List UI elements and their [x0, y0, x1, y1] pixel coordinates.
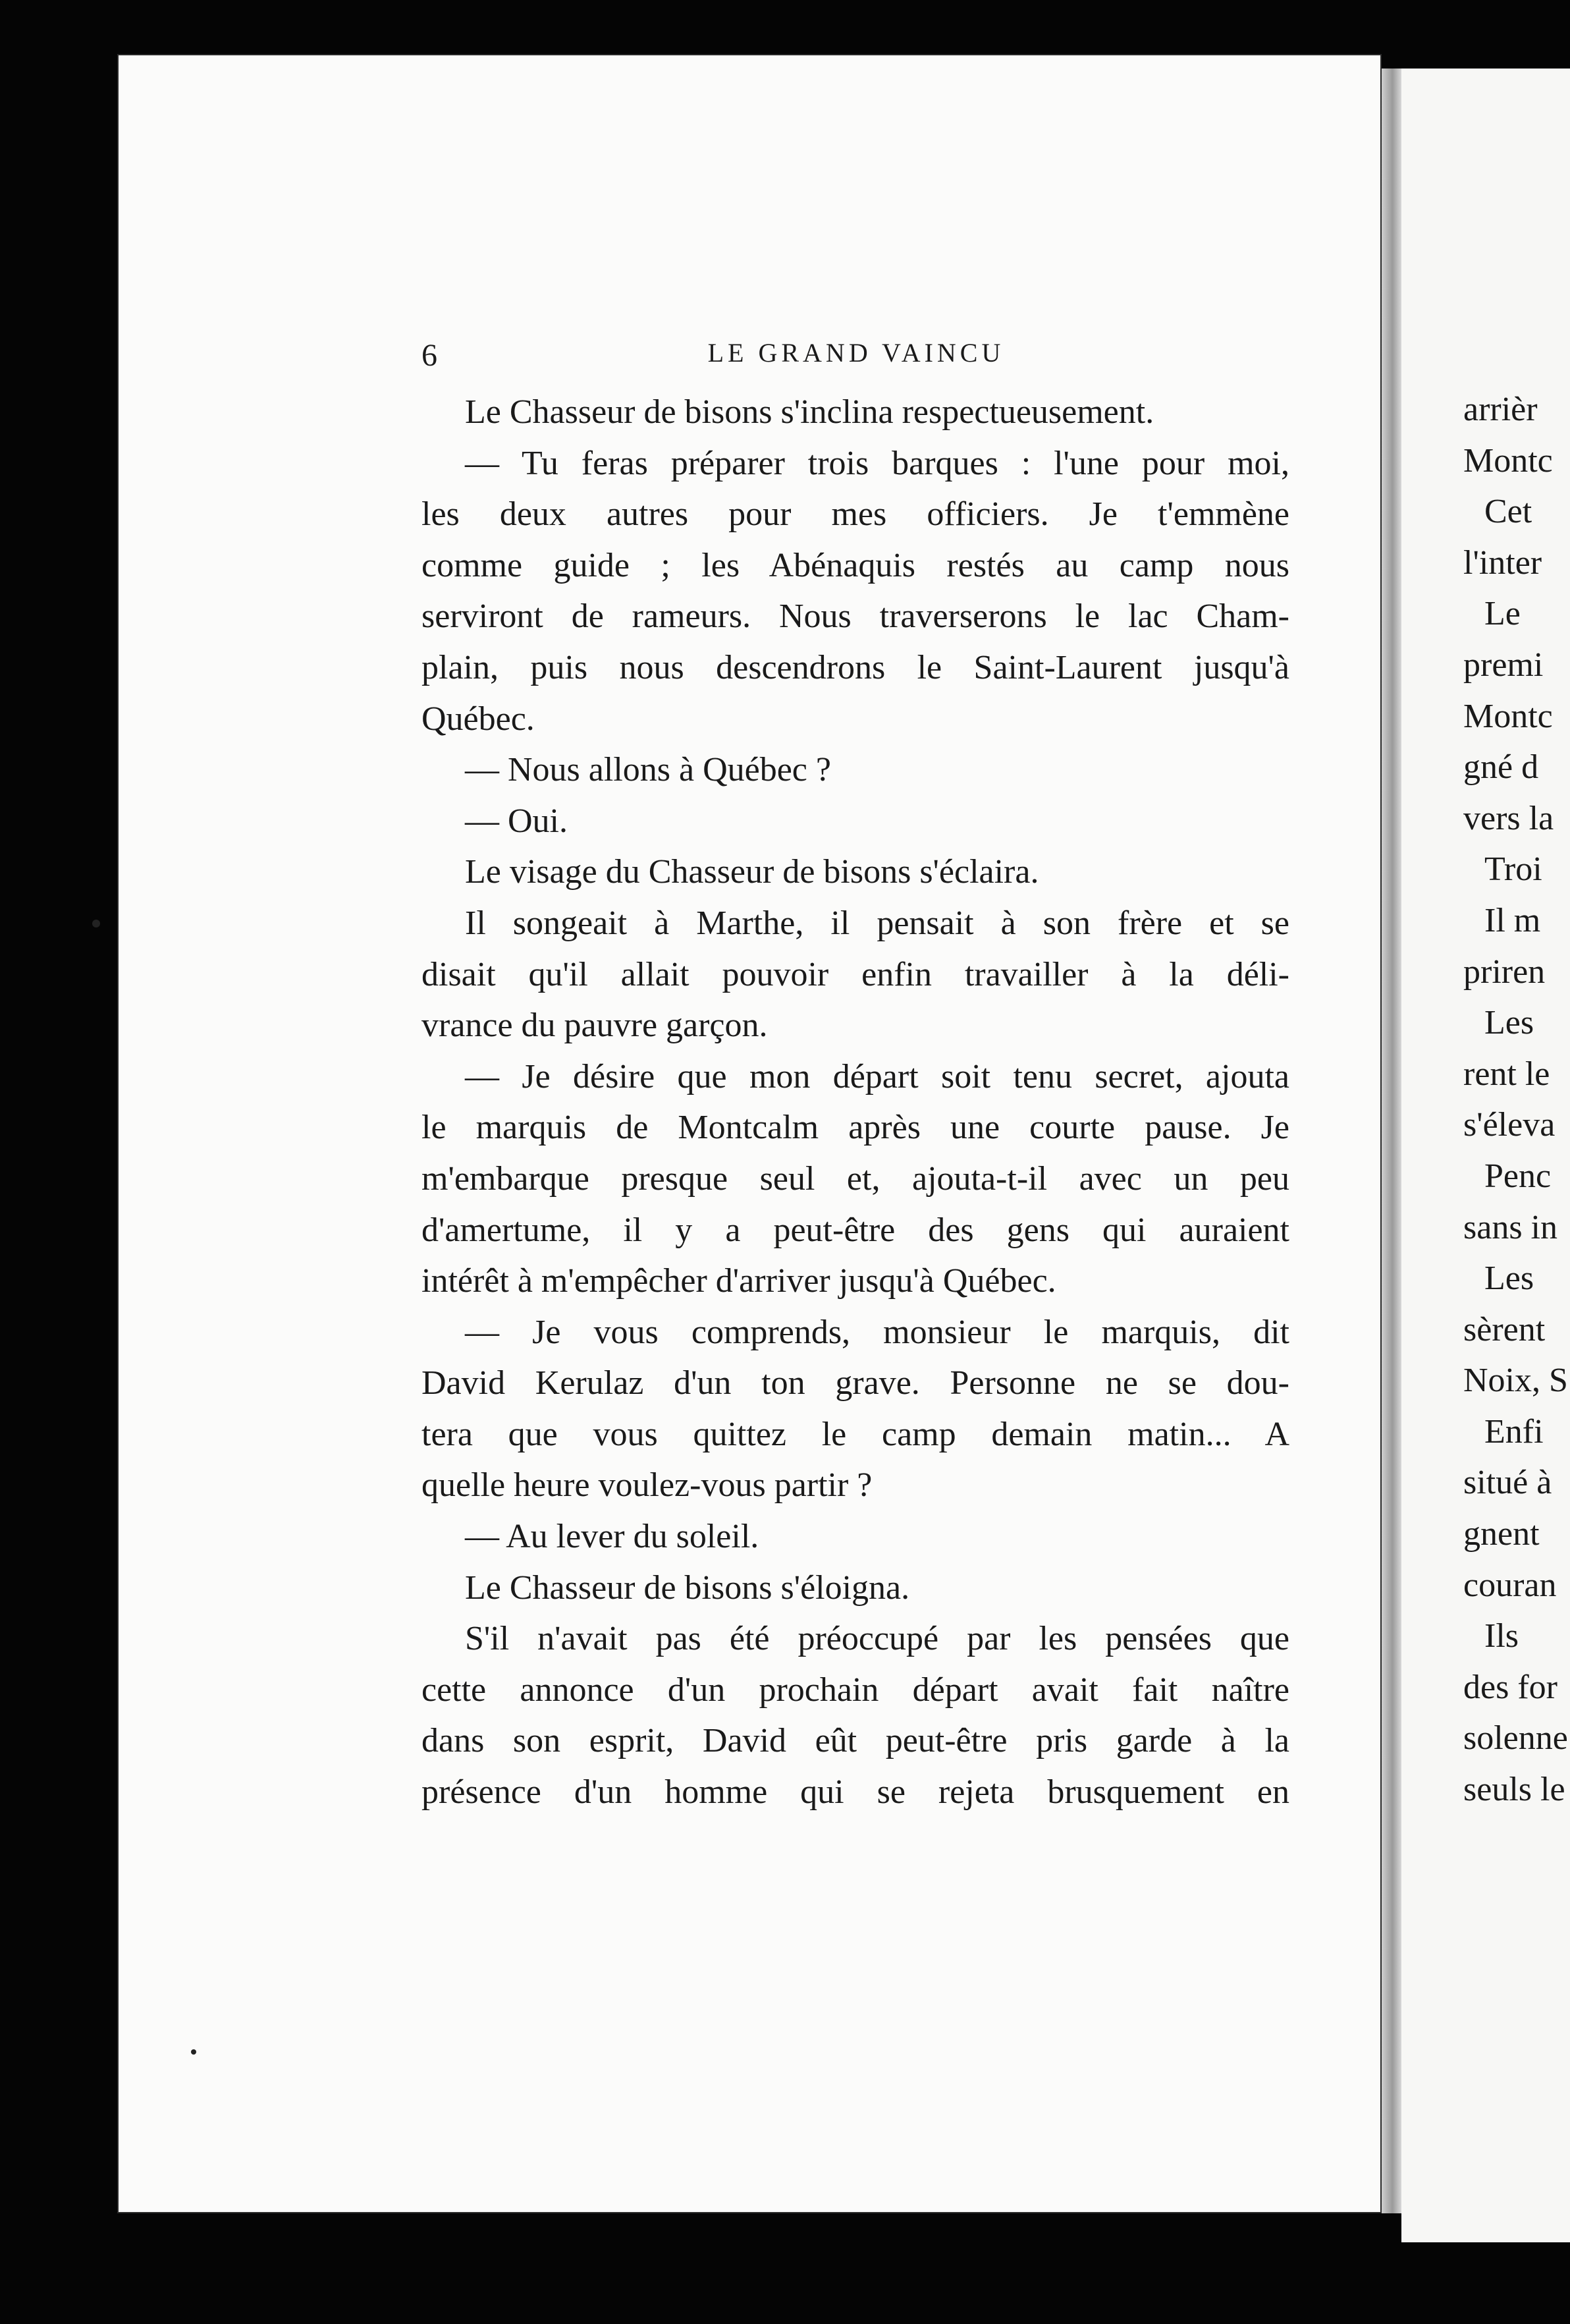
text-line: Il songeait à Marthe, il pensait à son frère et se [465, 904, 1289, 942]
text-line: vrance du pauvre garçon. [421, 1007, 768, 1045]
text-line: quelle heure voulez-vous partir ? [421, 1466, 873, 1505]
text-fragment: couran [1463, 1566, 1557, 1604]
text-line: Le Chasseur de bisons s'inclina respectueusement. [465, 393, 1154, 431]
page-gutter [1382, 69, 1401, 2213]
text-line: m'embarque presque seul et, ajouta-t-il avec un peu [421, 1159, 1289, 1198]
text-fragment: Noix, S [1463, 1362, 1568, 1400]
text-fragment: Enfi [1484, 1412, 1544, 1451]
text-fragment: Penc [1484, 1157, 1552, 1195]
running-head-title: LE GRAND VAINCU [707, 338, 1005, 368]
text-fragment: Le [1484, 595, 1521, 633]
text-fragment: Montc [1463, 441, 1553, 480]
text-fragment: premi [1463, 646, 1544, 684]
text-line: — Je vous comprends, monsieur le marquis, dit [465, 1313, 1289, 1351]
text-line: disait qu'il allait pouvoir enfin travailler à la déli- [421, 955, 1289, 993]
text-fragment: Troi [1484, 850, 1542, 889]
right-page-text-fragments [1463, 384, 1570, 1815]
left-page-body-text [421, 387, 1289, 1818]
text-fragment: Il m [1484, 901, 1541, 939]
text-line: S'il n'avait pas été préoccupé par les pensées que [465, 1620, 1289, 1658]
text-line: plain, puis nous descendrons le Saint-Laurent jusqu'à [421, 648, 1289, 686]
text-fragment: Les [1484, 1004, 1534, 1042]
text-line: tera que vous quittez le camp demain matin... A [421, 1415, 1289, 1453]
text-fragment: sèrent [1463, 1310, 1546, 1348]
text-fragment: Cet [1484, 493, 1532, 531]
text-line: Le Chasseur de bisons s'éloigna. [465, 1568, 910, 1607]
text-fragment: situé à [1463, 1464, 1552, 1502]
text-fragment: seuls le [1463, 1771, 1565, 1809]
text-line: comme guide ; les Abénaquis restés au camp nous [421, 546, 1289, 584]
text-line: dans son esprit, David eût peut-être pris garde à la [421, 1722, 1289, 1760]
margin-mark [191, 2049, 196, 2055]
text-line: — Nous allons à Québec ? [465, 751, 831, 789]
text-fragment: des for [1463, 1668, 1557, 1706]
text-fragment: rent le [1463, 1055, 1550, 1093]
text-fragment: Montc [1463, 697, 1553, 735]
text-line: Le visage du Chasseur de bisons s'éclaira. [465, 853, 1039, 891]
text-fragment: l'inter [1463, 543, 1542, 582]
text-fragment: gnent [1463, 1515, 1540, 1553]
text-fragment: s'éleva [1463, 1106, 1556, 1144]
text-fragment: arrièr [1463, 391, 1538, 428]
text-fragment: vers la [1463, 799, 1554, 837]
text-fragment: Ils [1484, 1617, 1519, 1655]
text-line: Québec. [421, 700, 535, 738]
text-line: le marquis de Montcalm après une courte pause. Je [421, 1109, 1289, 1147]
text-line: — Tu feras préparer trois barques : l'une pour moi, [465, 444, 1289, 482]
text-line: — Oui. [465, 802, 568, 840]
text-fragment: gné d [1463, 748, 1539, 787]
text-line: intérêt à m'empêcher d'arriver jusqu'à Québec. [421, 1262, 1056, 1300]
page-number: 6 [421, 338, 439, 373]
right-page [1401, 69, 1570, 2242]
text-fragment: priren [1463, 953, 1546, 991]
text-fragment: solenne [1463, 1719, 1568, 1757]
text-fragment: sans in [1463, 1208, 1557, 1246]
text-line: les deux autres pour mes officiers. Je t'emmène [421, 495, 1289, 534]
text-line: serviront de rameurs. Nous traverserons le lac Cham- [421, 597, 1289, 636]
text-line: cette annonce d'un prochain départ avait fait naître [421, 1671, 1289, 1709]
text-line: présence d'un homme qui se rejeta brusquement en [421, 1773, 1289, 1812]
text-line: — Au lever du soleil. [465, 1518, 759, 1556]
text-line: d'amertume, il y a peut-être des gens qui auraient [421, 1211, 1289, 1249]
margin-mark [92, 920, 100, 927]
running-head [421, 337, 1291, 377]
text-line: — Je désire que mon départ soit tenu secret, ajouta [465, 1057, 1289, 1095]
text-fragment: Les [1484, 1259, 1534, 1298]
text-line: David Kerulaz d'un ton grave. Personne ne se dou- [421, 1364, 1289, 1402]
